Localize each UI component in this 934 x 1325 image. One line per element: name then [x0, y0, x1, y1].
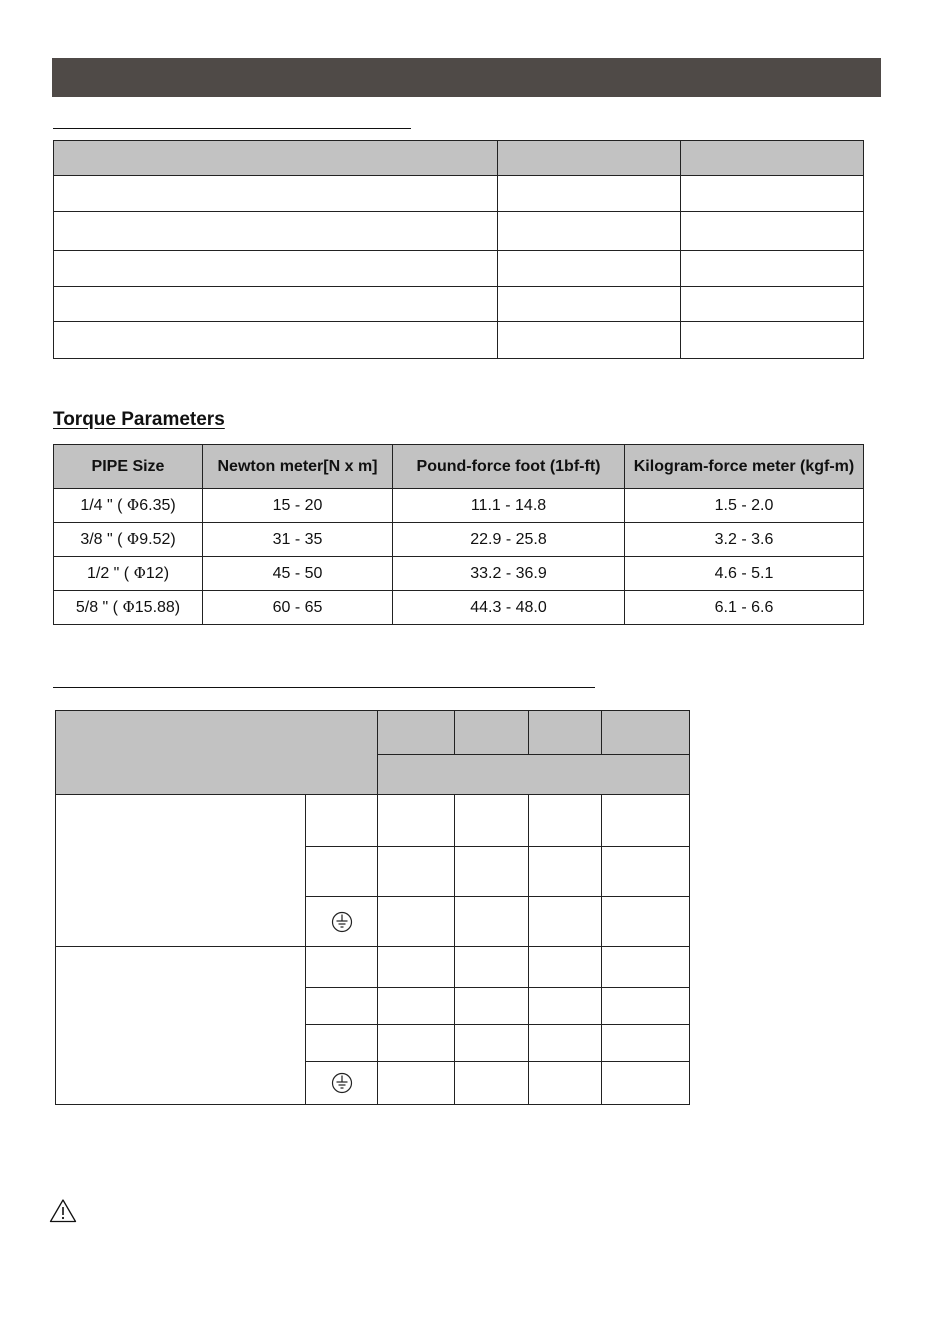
newton-meter-cell: 45 - 50: [203, 557, 393, 591]
table-row: [54, 591, 864, 625]
table-cell: [529, 795, 602, 847]
table-cell: [378, 795, 455, 847]
table-cell: [455, 795, 529, 847]
specification-table: [53, 140, 864, 359]
header-newton-meter: Newton meter[N x m]: [203, 445, 393, 489]
newton-meter-cell: 31 - 35: [203, 523, 393, 557]
table-cell: [498, 251, 681, 287]
table-cell: [529, 988, 602, 1025]
table-cell: [378, 988, 455, 1025]
table-cell: [378, 847, 455, 897]
table-header-cell: [529, 711, 602, 755]
unit-group-cell: [56, 947, 306, 1105]
table-row: [54, 212, 864, 251]
table-cell: [455, 1025, 529, 1062]
kilogram-force-meter-cell: 6.1 - 6.6: [625, 591, 864, 625]
wiring-table: [55, 710, 690, 1105]
table-cell: [602, 947, 690, 988]
table-cell: [681, 141, 864, 176]
table-row: [54, 251, 864, 287]
torque-table: [53, 444, 864, 625]
pipe-size-cell: 3/8 " ( Φ9.52): [54, 523, 203, 557]
kilogram-force-meter-cell: 1.5 - 2.0: [625, 489, 864, 523]
kilogram-force-meter-cell: 4.6 - 5.1: [625, 557, 864, 591]
table-row: [54, 489, 864, 523]
table-header-row: [56, 711, 690, 755]
table-cell: [602, 1062, 690, 1105]
table-header-cell: [602, 711, 690, 755]
header-kilogram-force-meter: Kilogram-force meter (kgf-m): [625, 445, 864, 489]
header-bar: [52, 58, 881, 97]
terminal-cell: [306, 947, 378, 988]
table-header-cell: [378, 755, 690, 795]
section-heading-underline: [53, 128, 411, 129]
header-pound-force-foot: Pound-force foot (1bf-ft): [393, 445, 625, 489]
terminal-cell: [306, 1025, 378, 1062]
table-row: [54, 557, 864, 591]
table-cell: [602, 1025, 690, 1062]
table-header-cell: [378, 711, 455, 755]
pound-force-foot-cell: 44.3 - 48.0: [393, 591, 625, 625]
terminal-cell: [306, 988, 378, 1025]
table-cell: [54, 251, 498, 287]
terminal-cell: [306, 897, 378, 947]
table-cell: [54, 287, 498, 322]
table-cell: [681, 176, 864, 212]
table-cell: [602, 795, 690, 847]
table-cell: [54, 212, 498, 251]
table-cell: [54, 322, 498, 359]
table-cell: [455, 847, 529, 897]
newton-meter-cell: 60 - 65: [203, 591, 393, 625]
table-cell: [529, 1025, 602, 1062]
table-cell: [498, 322, 681, 359]
table-cell: [378, 1025, 455, 1062]
pound-force-foot-cell: 22.9 - 25.8: [393, 523, 625, 557]
terminal-cell: [306, 847, 378, 897]
table-header-row: [54, 141, 864, 176]
table-cell: [529, 947, 602, 988]
warning-triangle-icon: [49, 1198, 77, 1224]
table-cell: [54, 176, 498, 212]
torque-heading: Torque Parameters: [53, 409, 225, 430]
pipe-size-cell: 5/8 " ( Φ15.88): [54, 591, 203, 625]
table-header-cell: [455, 711, 529, 755]
torque-header-row: [54, 445, 864, 489]
table-row: [54, 287, 864, 322]
table-cell: [378, 1062, 455, 1105]
table-row: [56, 795, 690, 847]
table-cell: [498, 287, 681, 322]
newton-meter-cell: 15 - 20: [203, 489, 393, 523]
table-cell: [681, 251, 864, 287]
table-row: [54, 176, 864, 212]
table-cell: [602, 897, 690, 947]
ground-icon: [331, 911, 353, 933]
table-cell: [602, 847, 690, 897]
table-cell: [498, 176, 681, 212]
table-cell: [378, 947, 455, 988]
table-cell: [529, 1062, 602, 1105]
table-cell: [529, 847, 602, 897]
table-cell: [529, 897, 602, 947]
table-cell: [455, 1062, 529, 1105]
table-cell: [498, 141, 681, 176]
table-header-cell: [56, 711, 378, 795]
header-pipe-size: PIPE Size: [54, 445, 203, 489]
kilogram-force-meter-cell: 3.2 - 3.6: [625, 523, 864, 557]
table-cell: [681, 212, 864, 251]
pipe-size-cell: 1/4 " ( Φ6.35): [54, 489, 203, 523]
table-cell: [54, 141, 498, 176]
pound-force-foot-cell: 33.2 - 36.9: [393, 557, 625, 591]
table-cell: [378, 897, 455, 947]
table-cell: [681, 322, 864, 359]
ground-icon: [331, 1072, 353, 1094]
table-cell: [498, 212, 681, 251]
table-cell: [455, 947, 529, 988]
table-row: [54, 523, 864, 557]
terminal-cell: [306, 1062, 378, 1105]
table-row: [54, 322, 864, 359]
terminal-cell: [306, 795, 378, 847]
table-cell: [681, 287, 864, 322]
pipe-size-cell: 1/2 " ( Φ12): [54, 557, 203, 591]
table-cell: [602, 988, 690, 1025]
table-cell: [455, 897, 529, 947]
table-row: [56, 947, 690, 988]
unit-group-cell: [56, 795, 306, 947]
wiring-heading-underline: [53, 687, 595, 688]
table-cell: [455, 988, 529, 1025]
pound-force-foot-cell: 11.1 - 14.8: [393, 489, 625, 523]
